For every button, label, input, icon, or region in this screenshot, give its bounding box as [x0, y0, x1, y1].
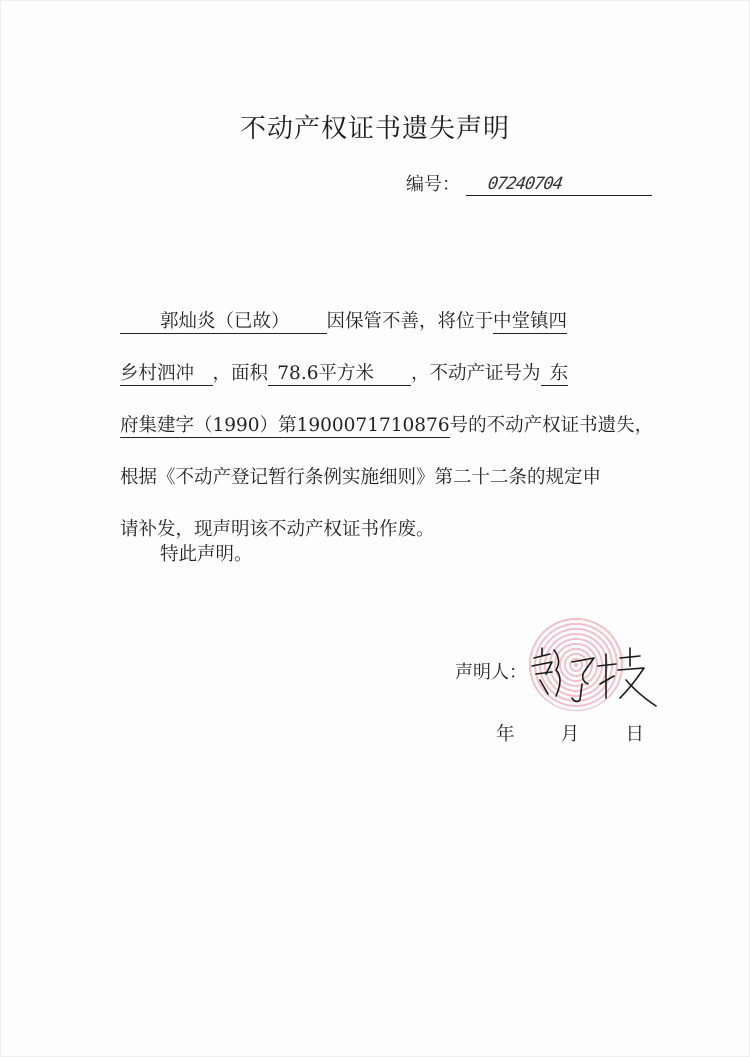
- handwritten-signature: [522, 640, 662, 720]
- body-line-4: 根据《不动产登记暂行条例实施细则》第二十二条的规定申: [120, 467, 602, 488]
- serial-number-row: [406, 170, 652, 196]
- declarant-label: 声明人：: [455, 662, 527, 683]
- date-day: 日: [625, 724, 645, 745]
- body-line-1: [120, 296, 650, 348]
- cert-part1: 东: [541, 363, 569, 386]
- location-part2: 乡村泗冲: [120, 363, 213, 386]
- serial-underline: [466, 173, 652, 196]
- body-line-3: [120, 400, 654, 452]
- cert-label: ，不动产证号为: [410, 363, 541, 384]
- reason-text: 因保管不善，将位于: [326, 311, 494, 332]
- body-line-5: 请补发，现声明该不动产权证书作废。: [120, 519, 435, 540]
- location-part1: 中堂镇四: [493, 311, 568, 332]
- body-line-2: [120, 348, 650, 400]
- serial-value: 07240704: [486, 174, 564, 194]
- cert-part2: 府集建字（1990）第1900071710876: [120, 415, 450, 436]
- date-row: [496, 720, 644, 746]
- date-year: 年: [496, 724, 515, 745]
- area-value: 78.6平方米: [268, 363, 411, 386]
- lost-text: 号的不动产权证书遗失，: [449, 415, 654, 436]
- date-month: 月: [560, 724, 580, 745]
- area-label: ，面积: [212, 363, 269, 384]
- serial-label: 编号：: [406, 174, 460, 195]
- document-title: 不动产权证书遗失声明: [239, 114, 510, 144]
- owner-name: 郭灿炎（已故）: [120, 311, 327, 334]
- closing-statement: 特此声明。: [160, 544, 253, 565]
- declaration-body: [120, 296, 654, 556]
